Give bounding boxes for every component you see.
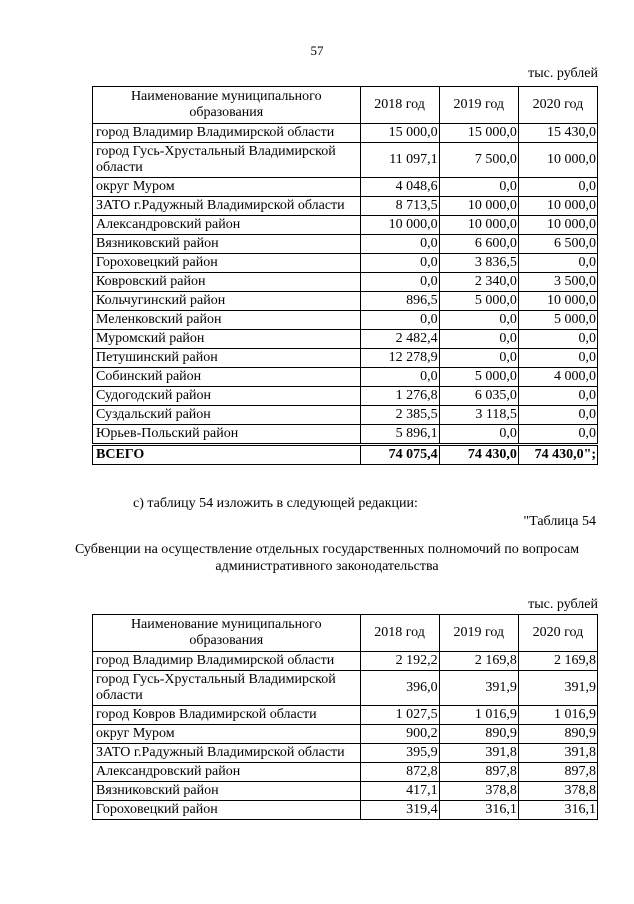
amount-cell: 2 385,5	[360, 406, 439, 425]
amount-cell: 15 000,0	[360, 124, 439, 143]
amount-cell: 391,9	[518, 671, 597, 706]
table-row	[93, 425, 598, 445]
amount-cell: 391,9	[439, 671, 518, 706]
amount-cell: 872,8	[360, 763, 439, 782]
table-row	[93, 763, 598, 782]
amount-cell: 10 000,0	[360, 216, 439, 235]
table-row	[93, 671, 598, 706]
table-row	[93, 311, 598, 330]
amount-cell: 3 500,0	[518, 273, 597, 292]
amount-cell: 15 000,0	[439, 124, 518, 143]
amount-cell: 6 035,0	[439, 387, 518, 406]
amount-cell: 396,0	[360, 671, 439, 706]
amount-cell: 0,0	[518, 387, 597, 406]
municipality-name: город Ковров Владимирской области	[93, 706, 361, 725]
total-amount: 74 075,4	[360, 445, 439, 465]
amount-cell: 2 482,4	[360, 330, 439, 349]
amount-cell: 0,0	[360, 368, 439, 387]
amount-cell: 4 048,6	[360, 178, 439, 197]
municipality-name: округ Муром	[93, 725, 361, 744]
amount-cell: 11 097,1	[360, 143, 439, 178]
table2	[92, 614, 598, 820]
table1	[92, 86, 598, 465]
amount-cell: 0,0	[439, 349, 518, 368]
amount-cell: 1 027,5	[360, 706, 439, 725]
table2-title: Субвенции на осуществление отдельных государственных полномочий по вопросам административного законодательства	[74, 542, 580, 574]
amount-cell: 12 278,9	[360, 349, 439, 368]
municipality-name: Александровский район	[93, 216, 361, 235]
amount-cell: 1 276,8	[360, 387, 439, 406]
amount-cell: 0,0	[518, 349, 597, 368]
table-row	[93, 254, 598, 273]
amount-cell: 2 192,2	[360, 652, 439, 671]
table2-header-row	[93, 615, 598, 652]
table-row	[93, 725, 598, 744]
amount-cell: 5 000,0	[439, 368, 518, 387]
amount-cell: 391,8	[518, 744, 597, 763]
table1-header-2020: 2020 год	[518, 87, 597, 124]
amount-cell: 10 000,0	[439, 216, 518, 235]
amount-cell: 3 118,5	[439, 406, 518, 425]
amount-cell: 316,1	[439, 801, 518, 820]
amount-cell: 1 016,9	[439, 706, 518, 725]
amount-cell: 5 896,1	[360, 425, 439, 445]
amount-cell: 890,9	[439, 725, 518, 744]
municipality-name: город Гусь-Хрустальный Владимирской области	[93, 143, 361, 178]
amount-cell: 5 000,0	[439, 292, 518, 311]
table-row	[93, 197, 598, 216]
table-row	[93, 124, 598, 143]
table1-unit: тыс. рублей	[528, 66, 598, 81]
amount-cell: 378,8	[518, 782, 597, 801]
amount-cell: 0,0	[360, 311, 439, 330]
amount-cell: 0,0	[518, 330, 597, 349]
amount-cell: 10 000,0	[518, 197, 597, 216]
amount-cell: 316,1	[518, 801, 597, 820]
municipality-name: Собинский район	[93, 368, 361, 387]
amount-cell: 395,9	[360, 744, 439, 763]
municipality-name: Вязниковский район	[93, 235, 361, 254]
amount-cell: 10 000,0	[439, 197, 518, 216]
municipality-name: Меленковский район	[93, 311, 361, 330]
table2-header-2019: 2019 год	[439, 615, 518, 652]
table-row	[93, 216, 598, 235]
amount-cell: 15 430,0	[518, 124, 597, 143]
municipality-name: город Владимир Владимирской области	[93, 124, 361, 143]
amount-cell: 417,1	[360, 782, 439, 801]
table1-header-name: Наименование муниципального образования	[93, 87, 361, 124]
table-row	[93, 387, 598, 406]
table-row	[93, 706, 598, 725]
page-number: 57	[310, 43, 324, 58]
amount-cell: 391,8	[439, 744, 518, 763]
municipality-name: город Владимир Владимирской области	[93, 652, 361, 671]
municipality-name: Муромский район	[93, 330, 361, 349]
municipality-name: Вязниковский район	[93, 782, 361, 801]
table2-unit: тыс. рублей	[528, 597, 598, 612]
total-amount: 74 430,0";	[518, 445, 597, 465]
amount-cell: 5 000,0	[518, 311, 597, 330]
table-row	[93, 652, 598, 671]
amount-cell: 0,0	[518, 178, 597, 197]
amount-cell: 1 016,9	[518, 706, 597, 725]
table-row	[93, 178, 598, 197]
amount-cell: 7 500,0	[439, 143, 518, 178]
table1-header-2018: 2018 год	[360, 87, 439, 124]
table1-header-row	[93, 87, 598, 124]
table2-header-2020: 2020 год	[518, 615, 597, 652]
table-row	[93, 406, 598, 425]
table-row	[93, 292, 598, 311]
municipality-name: округ Муром	[93, 178, 361, 197]
amount-cell: 319,4	[360, 801, 439, 820]
table-row	[93, 744, 598, 763]
amount-cell: 0,0	[360, 254, 439, 273]
table2-header-2018: 2018 год	[360, 615, 439, 652]
amount-cell: 0,0	[439, 311, 518, 330]
total-amount: 74 430,0	[439, 445, 518, 465]
table-row	[93, 330, 598, 349]
amount-cell: 2 169,8	[439, 652, 518, 671]
amount-cell: 0,0	[439, 178, 518, 197]
amount-cell: 0,0	[360, 273, 439, 292]
amount-cell: 4 000,0	[518, 368, 597, 387]
amount-cell: 6 600,0	[439, 235, 518, 254]
amount-cell: 0,0	[439, 330, 518, 349]
amount-cell: 890,9	[518, 725, 597, 744]
table-row	[93, 782, 598, 801]
amount-cell: 896,5	[360, 292, 439, 311]
amount-cell: 10 000,0	[518, 143, 597, 178]
amount-cell: 2 340,0	[439, 273, 518, 292]
municipality-name: Суздальский район	[93, 406, 361, 425]
municipality-name: Судогодский район	[93, 387, 361, 406]
amount-cell: 897,8	[439, 763, 518, 782]
amount-cell: 10 000,0	[518, 292, 597, 311]
municipality-name: ЗАТО г.Радужный Владимирской области	[93, 197, 361, 216]
amount-cell: 0,0	[518, 406, 597, 425]
table-row	[93, 801, 598, 820]
total-label: ВСЕГО	[93, 445, 361, 465]
municipality-name: Гороховецкий район	[93, 254, 361, 273]
municipality-name: Петушинский район	[93, 349, 361, 368]
table-row	[93, 235, 598, 254]
table2-header-name: Наименование муниципального образования	[93, 615, 361, 652]
municipality-name: город Гусь-Хрустальный Владимирской области	[93, 671, 361, 706]
amount-cell: 0,0	[439, 425, 518, 445]
amount-cell: 0,0	[518, 254, 597, 273]
amount-cell: 2 169,8	[518, 652, 597, 671]
table-row	[93, 368, 598, 387]
table-row	[93, 143, 598, 178]
municipality-name: ЗАТО г.Радужный Владимирской области	[93, 744, 361, 763]
amount-cell: 897,8	[518, 763, 597, 782]
table-label: "Таблица 54	[523, 514, 596, 529]
amount-cell: 900,2	[360, 725, 439, 744]
amendment-instruction: с) таблицу 54 изложить в следующей редакции:	[133, 496, 418, 511]
amount-cell: 10 000,0	[518, 216, 597, 235]
municipality-name: Юрьев-Польский район	[93, 425, 361, 445]
amount-cell: 0,0	[518, 425, 597, 445]
municipality-name: Александровский район	[93, 763, 361, 782]
amount-cell: 8 713,5	[360, 197, 439, 216]
amount-cell: 378,8	[439, 782, 518, 801]
municipality-name: Кольчугинский район	[93, 292, 361, 311]
table1-header-2019: 2019 год	[439, 87, 518, 124]
amount-cell: 0,0	[360, 235, 439, 254]
total-row	[93, 445, 598, 465]
municipality-name: Гороховецкий район	[93, 801, 361, 820]
municipality-name: Ковровский район	[93, 273, 361, 292]
table-row	[93, 349, 598, 368]
amount-cell: 6 500,0	[518, 235, 597, 254]
amount-cell: 3 836,5	[439, 254, 518, 273]
table-row	[93, 273, 598, 292]
